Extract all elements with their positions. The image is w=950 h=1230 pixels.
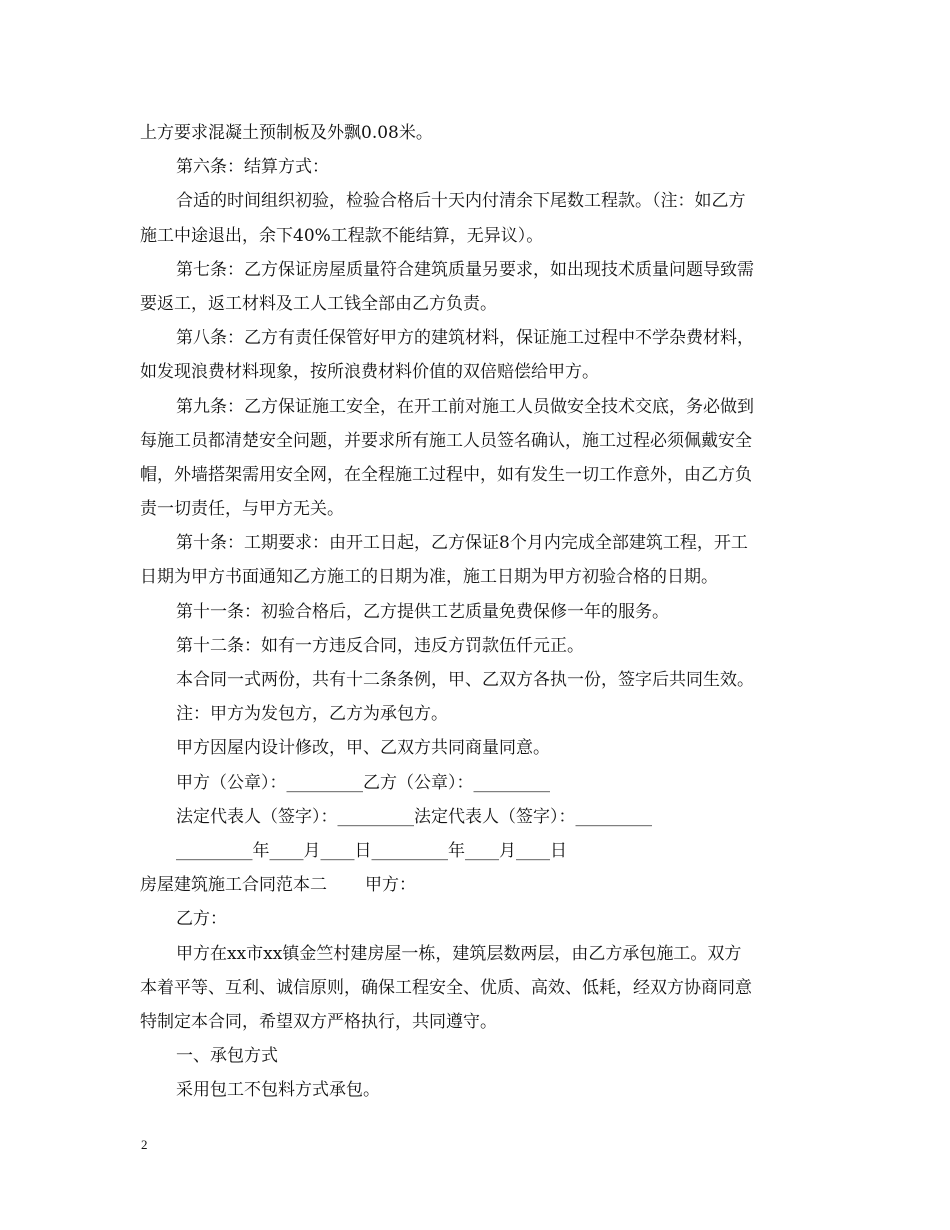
document-body [140,116,810,1107]
clause-12: 第十二条：如有一方违反合同，违反方罚款伍仟元正。 [176,635,584,656]
clause-11: 第十一条：初验合格后，乙方提供工艺质量免费保修一年的服务。 [176,601,669,622]
text-line: 责一切责任，与甲方无关。 [140,499,344,520]
section-title-line [140,868,810,902]
clause-9: 第九条：乙方保证施工安全，在开工前对施工人员做安全技术交底，务必做到 [176,396,754,417]
text-line: 上方要求混凝土预制板及外飘0.08米。 [140,123,433,143]
signature-line: 法定代表人（签字）：_________法定代表人（签字）：_________ [176,806,652,827]
text-line: 甲方在xx市xx镇金竺村建房屋一栋，建筑层数两层，由乙方承包施工。双方 [176,943,742,964]
text-line: 采用包工不包料方式承包。 [176,1080,380,1101]
note-line: 注：甲方为发包方，乙方为承包方。 [176,704,448,725]
text-line: 本合同一式两份，共有十二条条例，甲、乙双方各执一份，签字后共同生效。 [176,670,754,690]
clause-7: 第七条：乙方保证房屋质量符合建筑质量另要求，如出现技术质量问题导致需 [176,259,754,280]
text-line: 帽，外墙搭架需用安全网，在全程施工过程中，如有发生一切工作意外，由乙方负 [140,464,752,485]
text-line: 本着平等、互利、诚信原则，确保工程安全、优质、高效、低耗，经双方协商同意 [140,977,752,998]
text-line: 合适的时间组织初验，检验合格后十天内付清余下尾数工程款。（注：如乙方 [176,191,746,212]
section-heading: 一、承包方式 [176,1046,278,1067]
text-line: 施工中途退出，余下40%工程款不能结算，无异议）。 [140,225,544,246]
party-b-label: 乙方： [176,909,227,930]
text-line: 日期为甲方书面通知乙方施工的日期为准，施工日期为甲方初验合格的日期。 [140,567,718,588]
text-line: 特制定本合同，希望双方严格执行，共同遵守。 [140,1011,497,1032]
clause-8: 第八条：乙方有责任保管好甲方的建筑材料，保证施工过程中不学杂费材料， [176,328,754,349]
date-line: _________年____月____日_________年____月____日 [176,840,567,861]
section-title: 房屋建筑施工合同范本二 [140,875,327,896]
page-number: 2 [141,1137,148,1152]
text-line: 每施工员都清楚安全问题，并要求所有施工人员签名确认，施工过程必须佩戴安全 [140,430,752,451]
party-a-label: 甲方： [365,875,416,896]
text-line: 甲方因屋内设计修改，甲、乙双方共同商量同意。 [176,738,550,759]
text-line: 要返工，返工材料及工人工钱全部由乙方负责。 [140,293,497,314]
seal-line: 甲方（公章）：_________乙方（公章）：_________ [176,772,550,793]
clause-10: 第十条：工期要求：由开工日起，乙方保证8个月内完成全部建筑工程，开工 [176,533,748,554]
clause-heading: 第六条：结算方式： [176,157,329,178]
text-line: 如发现浪费材料现象，按所浪费材料价值的双倍赔偿给甲方。 [140,362,599,383]
